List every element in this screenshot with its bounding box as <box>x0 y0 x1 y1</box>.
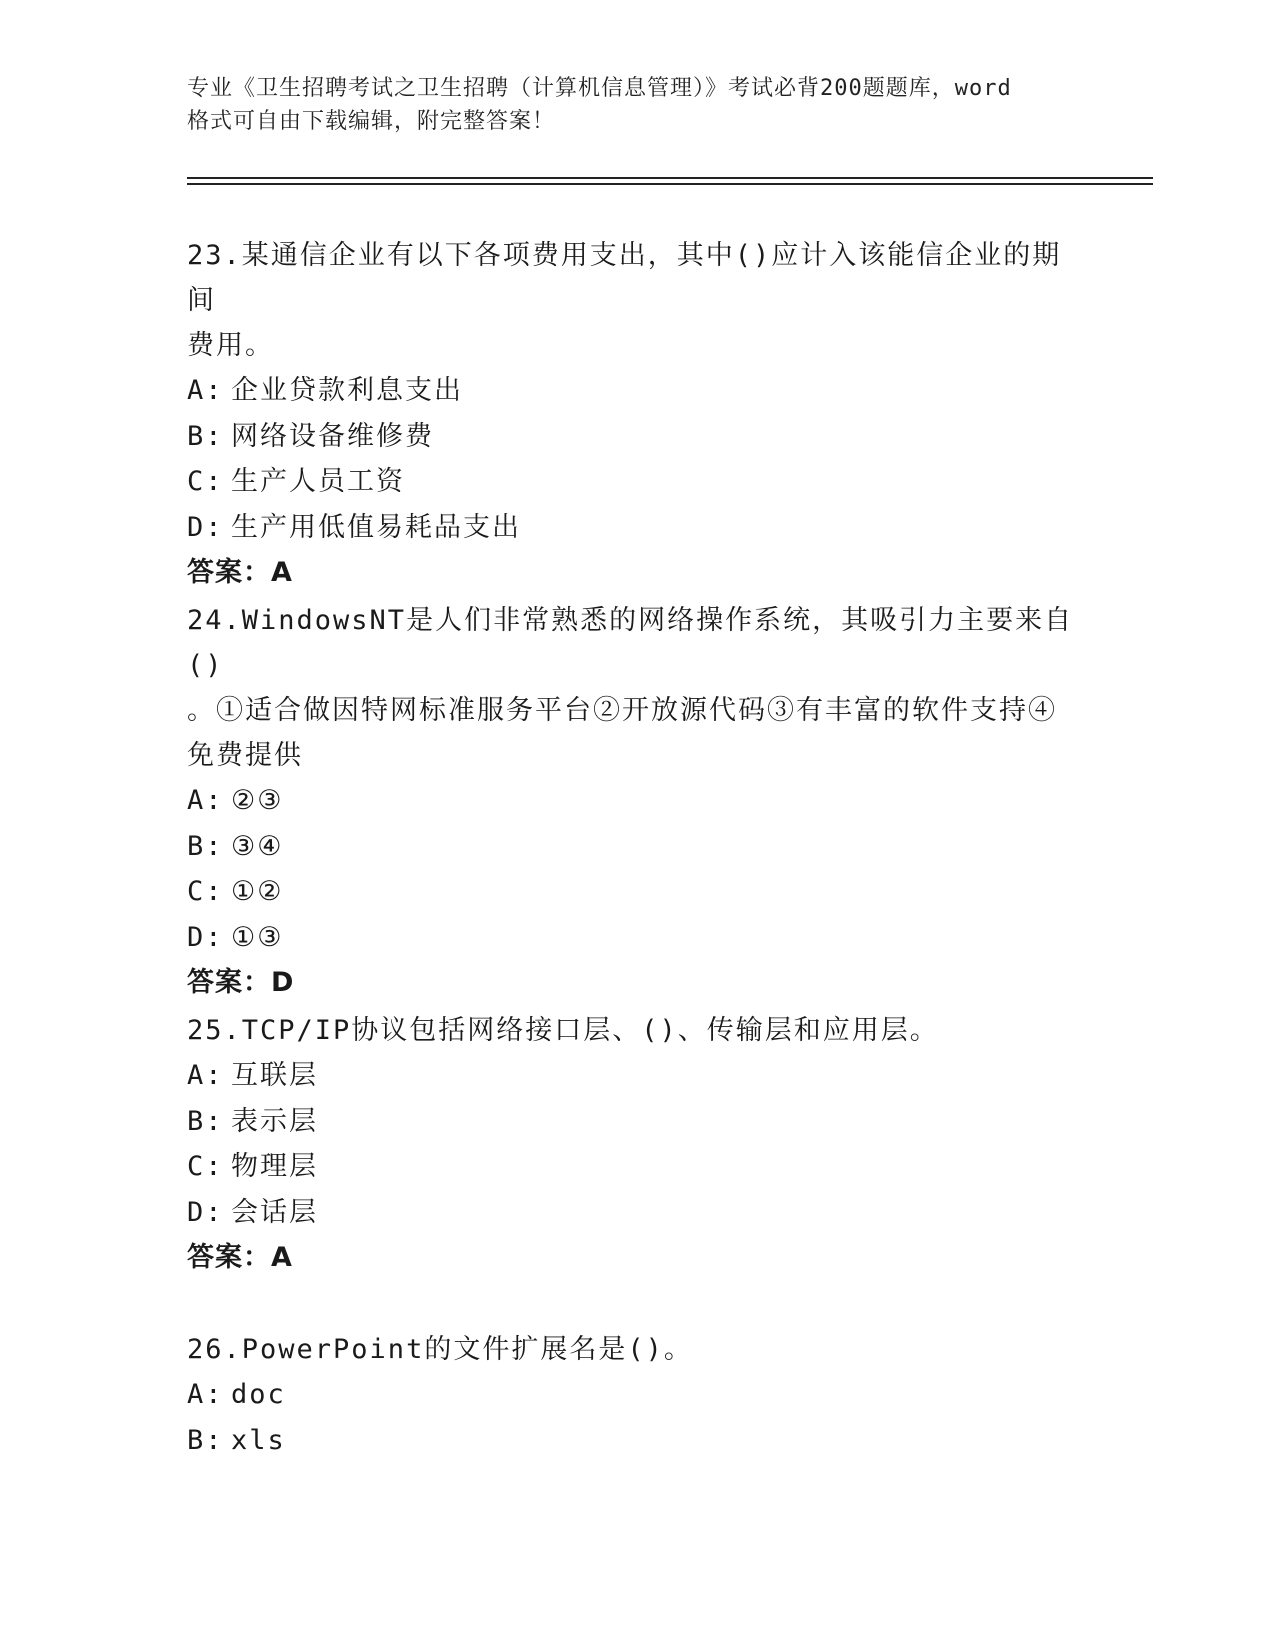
option-letter: B: <box>187 1424 224 1456</box>
option-text: 物理层 <box>231 1151 318 1182</box>
question-stem-line: 24.WindowsNT是人们非常熟悉的网络操作系统，其吸引力主要来自() <box>187 605 1074 681</box>
option-text: 生产用低值易耗品支出 <box>231 511 521 543</box>
header-line-2: 格式可自由下载编辑，附完整答案！ <box>187 109 556 134</box>
option-text: ①③ <box>231 921 284 953</box>
option-text: 会话层 <box>231 1196 318 1228</box>
question-23 <box>187 233 1087 596</box>
document-header <box>187 72 1087 138</box>
option-text: doc <box>231 1379 286 1410</box>
question-stem-line: 25.TCP/IP协议包括网络接口层、()、传输层和应用层。 <box>187 1015 939 1046</box>
header-divider-top <box>187 177 1153 179</box>
option-c <box>187 869 1087 915</box>
option-text: 网络设备维修费 <box>231 420 434 452</box>
answer-label: 答案：A <box>187 1242 293 1273</box>
question-26 <box>187 1327 1087 1463</box>
option-b <box>187 414 1087 460</box>
option-letter: B: <box>187 420 224 452</box>
option-a <box>187 778 1087 824</box>
option-d <box>187 505 1087 551</box>
option-text: 表示层 <box>231 1105 318 1137</box>
question-24 <box>187 598 1087 1006</box>
option-letter: D: <box>187 1196 224 1228</box>
option-letter: C: <box>187 1151 224 1182</box>
answer-label: 答案：D <box>187 967 295 998</box>
option-d <box>187 1190 1087 1236</box>
option-c <box>187 459 1087 505</box>
option-a <box>187 368 1087 414</box>
question-25 <box>187 1008 1087 1281</box>
option-letter: A: <box>187 375 224 406</box>
header-line-1: 专业《卫生招聘考试之卫生招聘（计算机信息管理）》考试必背200题题库，word <box>187 76 1012 101</box>
option-text: xls <box>231 1424 286 1456</box>
option-b <box>187 1099 1087 1145</box>
option-c <box>187 1144 1087 1190</box>
question-stem-line: 23.某通信企业有以下各项费用支出，其中()应计入该能信企业的期间 <box>187 240 1062 316</box>
question-stem-line: 免费提供 <box>187 740 303 771</box>
option-letter: A: <box>187 785 224 816</box>
option-letter: A: <box>187 1379 224 1410</box>
question-stem-line: 费用。 <box>187 330 274 361</box>
option-letter: C: <box>187 466 224 497</box>
option-text: 生产人员工资 <box>231 466 405 497</box>
option-letter: B: <box>187 830 224 862</box>
answer-label: 答案：A <box>187 557 293 588</box>
option-letter: D: <box>187 511 224 543</box>
option-text: ②③ <box>231 785 284 816</box>
option-a <box>187 1372 1087 1418</box>
option-text: 互联层 <box>231 1060 318 1091</box>
question-stem-line: 26.PowerPoint的文件扩展名是()。 <box>187 1334 693 1365</box>
option-letter: A: <box>187 1060 224 1091</box>
option-text: ①② <box>231 876 284 907</box>
option-b <box>187 1418 1087 1464</box>
option-d <box>187 915 1087 961</box>
option-letter: B: <box>187 1105 224 1137</box>
option-text: 企业贷款利息支出 <box>231 375 463 406</box>
option-a <box>187 1053 1087 1099</box>
question-stem-line: 。①适合做因特网标准服务平台②开放源代码③有丰富的软件支持④ <box>187 695 1057 726</box>
option-letter: C: <box>187 876 224 907</box>
option-text: ③④ <box>231 830 284 862</box>
header-divider-bottom <box>187 183 1153 185</box>
option-letter: D: <box>187 921 224 953</box>
option-b <box>187 824 1087 870</box>
